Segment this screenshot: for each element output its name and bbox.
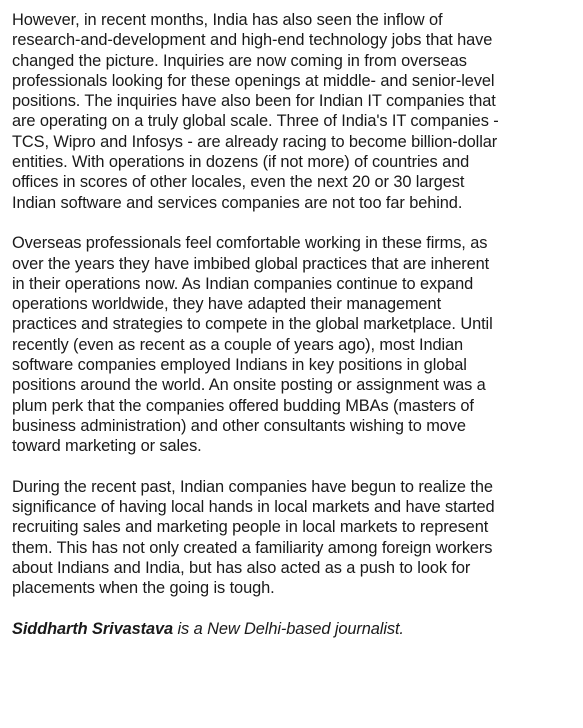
text-line: research-and-development and high-end technology jobs that have <box>12 31 493 50</box>
text-line: are operating on a truly global scale. Three of India's IT companies - <box>12 112 499 131</box>
paragraph-3 <box>12 477 576 599</box>
text-line: recruiting sales and marketing people in local markets to represent <box>12 518 489 537</box>
text-line: in their operations now. As Indian companies continue to expand <box>12 274 474 293</box>
text-line: over the years they have imbibed global practices that are inherent <box>12 254 490 273</box>
text-line: However, in recent months, India has also seen the inflow of <box>12 11 443 29</box>
text-line: them. This has not only created a familiarity among foreign workers <box>12 538 493 557</box>
text-line: Overseas professionals feel comfortable working in these firms, as <box>12 234 488 253</box>
text-line: operations worldwide, they have adapted their management <box>12 295 442 314</box>
text-line: positions around the world. An onsite posting or assignment was a <box>12 376 486 395</box>
paragraph-1 <box>12 10 576 213</box>
author-byline <box>12 619 576 639</box>
text-line: During the recent past, Indian companies have begun to realize the <box>12 477 493 496</box>
text-line: Indian software and services companies are not too far behind. <box>12 193 463 212</box>
text-line: positions. The inquiries have also been for Indian IT companies that <box>12 92 496 111</box>
author-description: is a New Delhi-based journalist. <box>173 619 404 638</box>
paragraph-2 <box>12 233 576 456</box>
article-body <box>12 10 576 639</box>
text-line: changed the picture. Inquiries are now coming in from overseas <box>12 51 467 70</box>
text-line: toward marketing or sales. <box>12 437 202 456</box>
text-line: offices in scores of other locales, even the next 20 or 30 largest <box>12 173 465 192</box>
author-name: Siddharth Srivastava <box>12 619 174 638</box>
text-line: business administration) and other consultants wishing to move <box>12 416 466 435</box>
text-line: software companies employed Indians in key positions in global <box>12 356 467 375</box>
text-line: placements when the going is tough. <box>12 579 275 598</box>
text-line: significance of having local hands in local markets and have started <box>12 498 495 517</box>
text-line: TCS, Wipro and Infosys - are already racing to become billion-dollar <box>12 132 498 151</box>
text-line: practices and strategies to compete in the global marketplace. Until <box>12 315 493 334</box>
text-line: entities. With operations in dozens (if not more) of countries and <box>12 153 470 172</box>
text-line: recently (even as recent as a couple of years ago), most Indian <box>12 335 464 354</box>
text-line: professionals looking for these openings at middle- and senior-level <box>12 71 495 90</box>
text-line: plum perk that the companies offered budding MBAs (masters of <box>12 396 474 415</box>
text-line: about Indians and India, but has also acted as a push to look for <box>12 559 471 578</box>
